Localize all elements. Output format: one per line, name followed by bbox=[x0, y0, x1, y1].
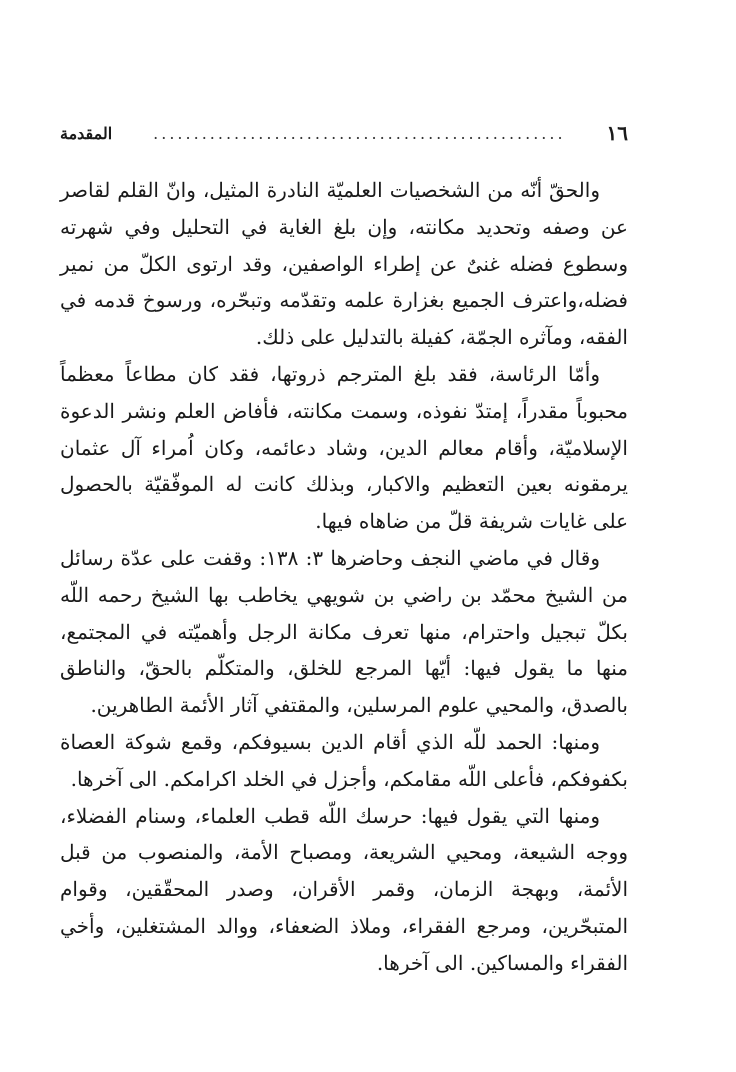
section-title: المقدمة bbox=[60, 123, 113, 143]
page-number: ١٦ bbox=[606, 121, 628, 145]
paragraph-letter-praise: ومنها: الحمد للّه الذي أقام الدين بسيوفكم، وقمع شوكة العصاة بكفوفكم، فأعلى اللّه مقامكم، وأجزل في الخلد اكرامكم. الى آخرها. bbox=[60, 729, 628, 791]
paragraph-letters-quote: وقال في ماضي النجف وحاضرها ٣: ١٣٨: وقفت على عدّة رسائل من الشيخ محمّد بن راضي بن شويهي يخاطب بها الشيخ رحمه اللّه بكلّ تبجيل واحترام، منها تعرف مكانة الرجل وأهميّته في المجتمع، منها ما يقول فيها: أيّها المرجع للخلق، والمتكلّم بالحقّ، والناطق بالصدق، والمحيي علوم المرسلين، والمقتفي آثار الأئمة الطاهرين. bbox=[60, 545, 628, 718]
running-header bbox=[60, 118, 628, 148]
body-text bbox=[60, 172, 628, 982]
paragraph-letter-titles: ومنها التي يقول فيها: حرسك اللّه قطب العلماء، وسنام الفضلاء، ووجه الشيعة، ومحيي الشريعة، ومصباح الأمة، والمنصوب من قبل الأئمة، وبهجة الزمان، وقمر الأقران، وصدر المحقّقين، وقوام المتبحّرين، ومرجع الفقراء، وملاذ الضعفاء، ووالد المشتغلين، وأخي الفقراء والمساكين. الى آخرها. bbox=[60, 803, 628, 975]
paragraph-leadership: وأمّا الرئاسة، فقد بلغ المترجم ذروتها، فقد كان مطاعاً معظماً محبوباً مقدراً، إمتدّ نفوذه، وسمت مكانته، فأفاض العلم ونشر الدعوة الإسلاميّة، وأقام معالم الدين، وشاد دعائمه، وكان اُمراء آل عثمان يرمقونه بعين التعظيم والاكبار، وبذلك كانت له الموفّقيّة بالحصول على غايات شريفة قلّ من ضاهاه فيها. bbox=[60, 361, 628, 534]
dot-leader: ................................................... bbox=[153, 123, 566, 143]
paragraph-scholar-merit: والحقّ أنّه من الشخصيات العلميّة النادرة المثيل، وانّ القلم لقاصر عن وصفه وتحديد مكانته، وإن بلغ الغاية في التحليل وفي شهرته وسطوع فضله غنىٌ عن إطراء الواصفين، وقد ارتوى الكلّ من نمير فضله،واعترف الجميع بغزارة علمه وتقدّمه وتبحّره، ورسوخ قدمه في الفقه، ومآثره الجمّة، كفيلة بالتدليل على ذلك. bbox=[60, 178, 628, 350]
